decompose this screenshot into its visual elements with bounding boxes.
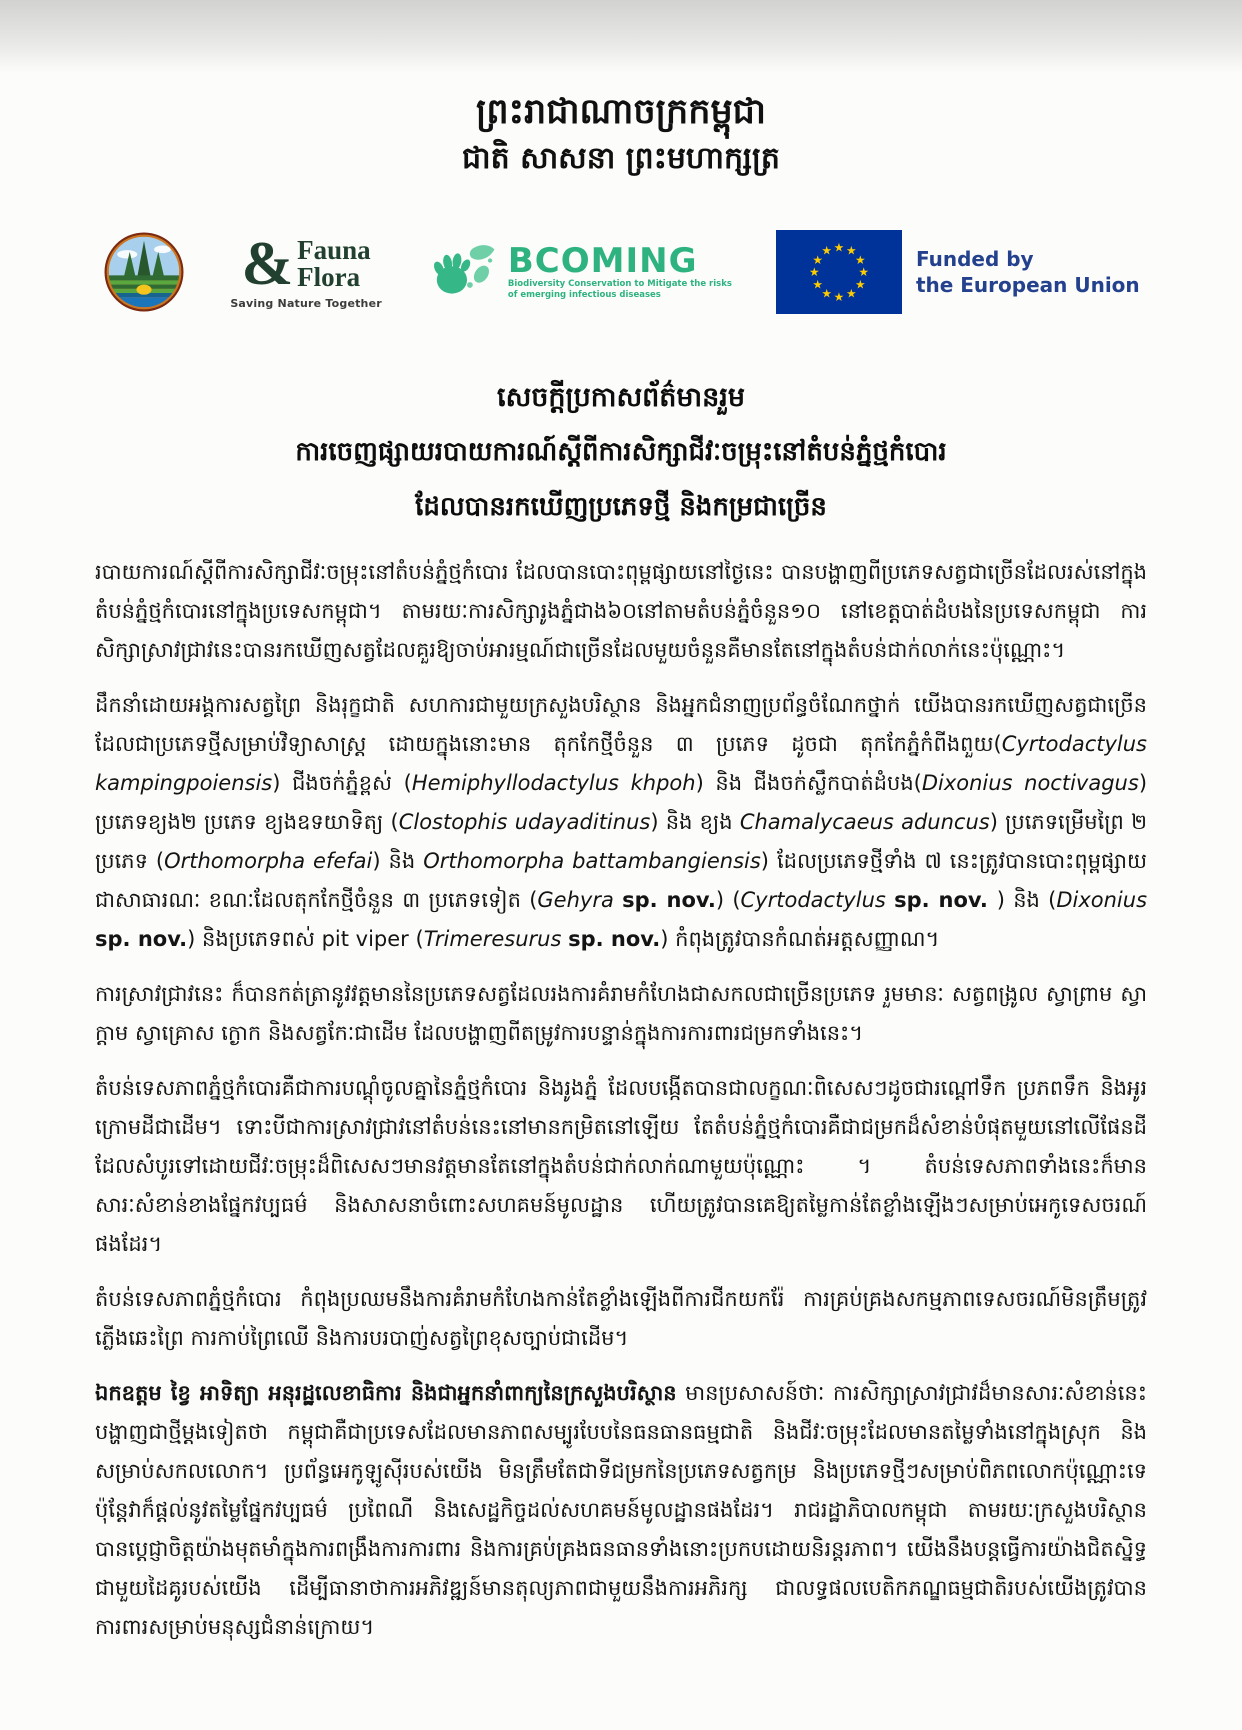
bcoming-tagline-line1: Biodiversity Conservation to Mitigate the risks bbox=[507, 279, 732, 289]
paragraph-4: តំបន់ទេសភាពភ្នំថ្មកំបោរគឺជាការបណ្តុំចូលគ្នានៃភ្នំថ្មកំបោរ និងរូងភ្នំ ដែលបង្កើតបានជាលក្ខណៈពិសេសៗដូចជារណ្តៅទឹក ប្រភពទឹក និងអូរក្រោមដីជាដើម។ ទោះបីជាការស្រាវជ្រាវនៅតំបន់នេះនៅមានកម្រិតនៅឡើយ តែតំបន់ភ្នំថ្មកំបោរគឺជាជម្រកដ៏សំខាន់បំផុតមួយនៅលើផែនដី ដែលសំបូរទៅដោយជីវៈចម្រុះដ៏ពិសេសៗមានវត្តមានតែនៅក្នុងតំបន់ជាក់លាក់ណាមួយប៉ុណ្ណោះ ។ តំបន់ទេសភាពទាំងនេះក៏មានសារៈសំខាន់ខាងផ្នែកវប្បធម៌ និងសាសនាចំពោះសហគមន៍មូលដ្ឋាន ហើយត្រូវបានគេឱ្យតម្លៃកាន់តែខ្លាំងឡើងៗសម្រាប់អេកូទេសចរណ៍ផងដែរ។ bbox=[95, 1076, 1147, 1256]
eu-funding-logo bbox=[776, 230, 1140, 314]
fauna-flora-wordmark bbox=[230, 229, 382, 298]
eu-flag-icon bbox=[776, 230, 902, 314]
bcoming-logo bbox=[426, 236, 732, 308]
kingdom-title: ព្រះរាជាណាចក្រកម្ពុជា bbox=[475, 92, 766, 132]
press-release-heading: សេចក្តីប្រកាសព័ត៌មានរួម bbox=[497, 382, 745, 413]
svg-text:★: ★ bbox=[833, 289, 845, 304]
ministry-environment-emblem-icon bbox=[102, 230, 186, 314]
flora-word: Flora bbox=[297, 261, 361, 292]
fauna-flora-logo bbox=[230, 229, 382, 310]
report-title-line1: ការចេញផ្សាយរបាយការណ៍ស្តីពីការសិក្សាជីវៈចម្រុះនៅតំបន់ភ្នំថ្មកំបោរ bbox=[295, 437, 947, 467]
svg-text:★: ★ bbox=[821, 286, 832, 301]
bcoming-tagline-line2: of emerging infectious diseases bbox=[507, 290, 661, 300]
paragraph-1: របាយការណ៍ស្តីពីការសិក្សាជីវៈចម្រុះនៅតំបន់ភ្នំថ្មកំបោរ ដែលបានបោះពុម្ពផ្សាយនៅថ្ងៃនេះ បានបង្ហាញពីប្រភេទសត្វជាច្រើនដែលរស់នៅក្នុងតំបន់ភ្នំថ្មកំបោរនៅក្នុងប្រទេសកម្ពុជា។ តាមរយៈការសិក្សារូងភ្នំជាង៦០នៅតាមតំបន់ភ្នំចំនួន១០ នៅខេត្តបាត់ដំបងនៃប្រទេសកម្ពុជា ការសិក្សាស្រាវជ្រាវនេះបានរកឃើញសត្វដែលគួរឱ្យចាប់អារម្មណ៍ជាច្រើនដែលមួយចំនួនគឺមានតែនៅក្នុងតំបន់ជាក់លាក់នេះប៉ុណ្ណោះ។ bbox=[95, 560, 1147, 662]
report-title-line2: ដែលបានរកឃើញប្រភេទថ្មី និងកម្រជាច្រើន bbox=[415, 492, 827, 522]
bcoming-hand-leaf-icon bbox=[426, 236, 498, 308]
svg-text:★: ★ bbox=[854, 252, 866, 267]
svg-text:★: ★ bbox=[808, 265, 820, 280]
ampersand-glyph: & bbox=[241, 229, 294, 298]
svg-text:★: ★ bbox=[854, 277, 866, 292]
photo-top-shadow bbox=[0, 0, 1242, 72]
svg-text:★: ★ bbox=[858, 265, 869, 280]
eu-funded-by-line2: the European Union bbox=[915, 273, 1140, 297]
national-motto: ជាតិ សាសនា ព្រះមហាក្សត្រ bbox=[462, 141, 780, 176]
paragraph-5: តំបន់ទេសភាពភ្នំថ្មកំបោរ កំពុងប្រឈមនឹងការគំរាមកំហែងកាន់តែខ្លាំងឡើងពីការជីកយករ៉ែ ការគ្រប់គ្រងសកម្មភាពទេសចរណ៍មិនត្រឹមត្រូវ ភ្លើងឆេះព្រៃ ការកាប់ព្រៃឈើ និងការបរបាញ់សត្វព្រៃខុសច្បាប់ជាដើម។ bbox=[95, 1287, 1147, 1350]
svg-text:★: ★ bbox=[812, 252, 823, 267]
paragraph-3: ការស្រាវជ្រាវនេះ ក៏បានកត់ត្រានូវវត្តមាននៃប្រភេទសត្វដែលរងការគំរាមកំហែងជាសកលជាច្រើនប្រភេទ រួមមានៈ សត្វពង្រូល ស្វាព្រាម ស្វាក្តាម ស្វាគ្រោស ក្ងោក និងសត្វកែៈជាដើម ដែលបង្ហាញពីតម្រូវការបន្ទាន់ក្នុងការការពារជម្រកទាំងនេះ។ bbox=[95, 982, 1147, 1045]
fauna-flora-tagline: Saving Nature Together bbox=[230, 296, 382, 310]
eu-funded-by-line1: Funded by bbox=[915, 247, 1034, 271]
svg-text:★: ★ bbox=[812, 277, 823, 292]
logo-row bbox=[0, 224, 1242, 320]
svg-text:★: ★ bbox=[845, 286, 857, 301]
paragraph-2: ដឹកនាំដោយអង្គការសត្វព្រៃ និងរុក្ខជាតិ សហការជាមួយក្រសួងបរិស្ថាន និងអ្នកជំនាញប្រព័ន្ធចំណែកថ្នាក់ យើងបានរកឃើញសត្វជាច្រើនដែលជាប្រភេទថ្មីសម្រាប់វិទ្យាសាស្ត្រ ដោយក្នុងនោះមាន តុកកែថ្មីចំនួន ៣ ប្រភេទ ដូចជា តុកកែភ្នំកំពីងពួយ(Cyrtodactylus kampingpoiensis) ជីងចក់ភ្នំខ្ពស់ (Hemiphyllodactylus khpoh) និង ជីងចក់ស្លឹកបាត់ដំបង(Dixonius noctivagus) ប្រភេទខ្យង២ ប្រភេទ ខ្យងឧទយាទិត្យ (Clostophis udayaditinus) និង ខ្យង Chamalycaeus aduncus) ប្រភេទម្រើមព្រៃ ២ ប្រភេទ (Orthomorpha efefai) និង Orthomorpha battambangiensis) ដែលប្រភេទថ្មីទាំង ៧ នេះត្រូវបានបោះពុម្ពផ្សាយជាសាធារណៈ ខណៈដែលតុកកែថ្មីចំនួន ៣ ប្រភេទទៀត (Gehyra sp. nov.) (Cyrtodactylus sp. nov. ) និង (Dixonius sp. nov.) និងប្រភេទពស់ pit viper (Trimeresurus sp. nov.) កំពុងត្រូវបានកំណត់អត្តសញ្ញាណ។ bbox=[95, 693, 1148, 951]
document-body bbox=[95, 553, 1147, 1647]
svg-text:★: ★ bbox=[833, 240, 845, 255]
svg-text:★: ★ bbox=[845, 243, 857, 258]
fauna-word: Fauna bbox=[297, 234, 371, 265]
document-title-block bbox=[0, 370, 1242, 535]
paragraph-6: ឯកឧត្តម ខ្វៃ អាទិត្យា អនុរដ្ឋលេខាធិការ និងជាអ្នកនាំពាក្យនៃក្រសួងបរិស្ថាន មានប្រសាសន៍ថាៈ ការសិក្សាស្រាវជ្រាវដ៏មានសារៈសំខាន់នេះបង្ហាញជាថ្មីម្តងទៀតថា កម្ពុជាគឺជាប្រទេសដែលមានភាពសម្បូរបែបនៃធនធានធម្មជាតិ និងជីវៈចម្រុះដែលមានតម្លៃទាំងនៅក្នុងស្រុក និងសម្រាប់សកលលោក។ ប្រព័ន្ធអេកូឡូស៊ីរបស់យើង មិនត្រឹមតែជាទីជម្រកនៃប្រភេទសត្វកម្រ និងប្រភេទថ្មីៗសម្រាប់ពិភពលោកប៉ុណ្ណោះទេ ប៉ុន្តែវាក៏ផ្តល់នូវតម្លៃផ្នែកវប្បធម៌ ប្រពៃណី និងសេដ្ឋកិច្ចដល់សហគមន៍មូលដ្ឋានផងដែរ។ រាជរដ្ឋាភិបាលកម្ពុជា តាមរយៈក្រសួងបរិស្ថាន បានប្តេជ្ញាចិត្តយ៉ាងមុតមាំក្នុងការពង្រឹងការការពារ និងការគ្រប់គ្រងធនធានទាំងនោះប្រកបដោយនិរន្តរភាព។ យើងនឹងបន្តធ្វើការយ៉ាងជិតស្និទ្ធជាមួយដៃគូរបស់យើង ដើម្បីធានាថាការអភិវឌ្ឍន៍មានតុល្យភាពជាមួយនឹងការអភិរក្ស ជាលទ្ធផលបេតិកភណ្ឌធម្មជាតិរបស់យើងត្រូវបានការពារសម្រាប់មនុស្សជំនាន់ក្រោយ។ bbox=[95, 1381, 1147, 1639]
svg-text:★: ★ bbox=[821, 243, 832, 258]
bcoming-wordmark: BCOMING bbox=[507, 241, 698, 281]
ministry-environment-logo bbox=[102, 230, 186, 314]
